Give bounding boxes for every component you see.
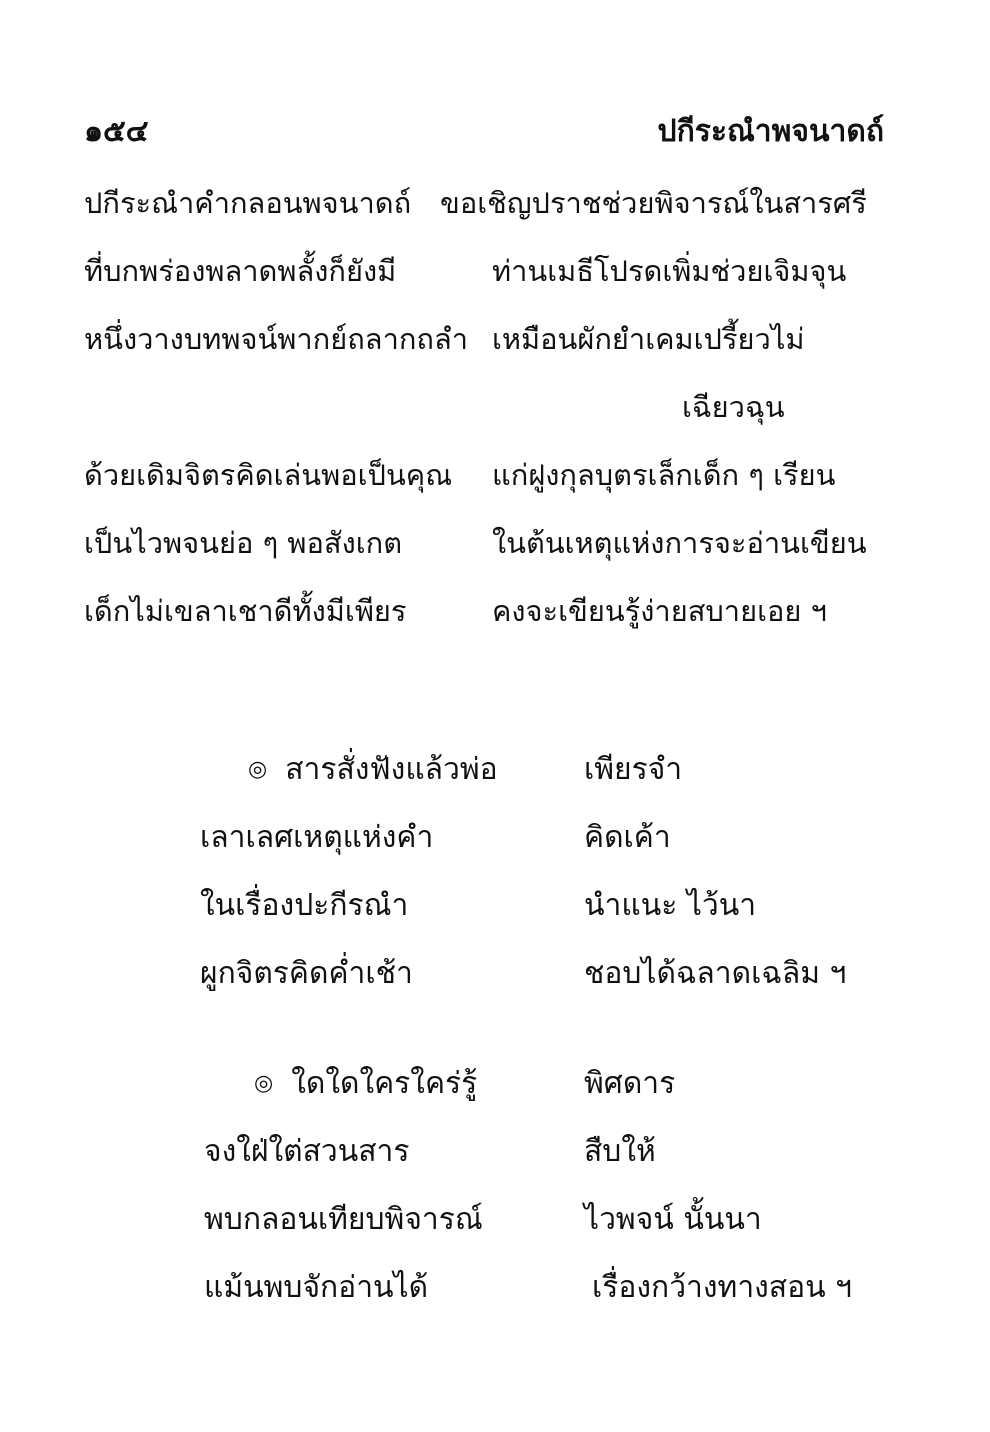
poem-line-second-half: ท่านเมธีโปรดเพิ่มช่วยเจิมจุน [492,254,847,288]
poem-line [84,520,884,588]
stanza-line-first-half: จงใฝ่ใต่สวนสาร [204,1134,410,1169]
stanza-line-first-half: พบกลอนเทียบพิจารณ์ [204,1202,483,1237]
stanza-line-second-half: เพียรจำ [584,752,683,787]
stanza-line [200,950,900,1018]
stanza-line [200,1264,900,1332]
stanza-line [200,1060,900,1128]
stanza-line-second-half: สืบให้ [584,1134,656,1169]
page-header [84,108,884,158]
poem-line-continuation [84,384,884,452]
stanza-line-first-half: ในเรื่องปะกีรณำ [200,888,409,923]
stanza-line [200,1128,900,1196]
stanza-line-first-half [248,746,498,793]
khlong-stanza-2 [200,1060,900,1332]
stanza-line-second-half: พิศดาร [584,1066,676,1101]
poem-line-continuation-text: เฉียวฉุน [682,390,785,424]
stanza-line-second-half: ไวพจน์ นั้นนา [584,1202,762,1237]
poem-line [84,248,884,316]
poem-line-second-half: ในต้นเหตุแห่งการจะอ่านเขียน [492,526,867,560]
poem-line [84,588,884,656]
poem-line-first-half: ที่บกพร่องพลาดพลั้งก็ยังมี [84,254,397,288]
poem-line-second-half: แก่ฝูงกุลบุตรเล็กเด็ก ๆ เรียน [492,458,836,492]
poem-line-first-half: หนึ่งวางบทพจน์พากย์ถลากถลำ [84,322,469,356]
stanza-line-text: ใดใดใครใคร่รู้ [291,1066,478,1101]
stanza-bullet-icon: ◎ [248,757,268,782]
poem-line-second-half: เหมือนผักยำเคมเปรี้ยวไม่ [492,322,805,356]
stanza-line-second-half: นำแนะ ไว้นา [584,888,757,923]
running-title: ปกีระณำพจนาดถ์ [657,114,884,149]
stanza-line [200,882,900,950]
poem-line-second-half: ขอเชิญปราชช่วยพิจารณ์ในสารศรี [440,186,867,220]
stanza-line-second-half: เรื่องกว้างทางสอน ฯ [592,1270,853,1305]
poem-line [84,452,884,520]
stanza-line [200,814,900,882]
stanza-line-second-half: คิดเค้า [584,820,671,855]
poem-line [84,180,884,248]
poem-line-second-half: คงจะเขียนรู้ง่ายสบายเอย ฯ [492,594,827,628]
stanza-line-first-half: ผูกจิตรคิดค่ำเช้า [200,956,413,991]
page-number: ๑๕๔ [84,114,149,149]
poem-line [84,316,884,384]
poem-line-first-half: เป็นไวพจนย่อ ๆ พอสังเกต [84,526,403,560]
stanza-line-second-half: ชอบได้ฉลาดเฉลิม ฯ [584,956,847,991]
stanza-line-first-half: เลาเลศเหตุแห่งคำ [200,820,434,855]
stanza-line [200,1196,900,1264]
stanza-line-first-half: แม้นพบจักอ่านได้ [204,1270,429,1305]
stanza-line [200,746,900,814]
poem-line-first-half: เด็กไม่เขลาเชาดีทั้งมีเพียร [84,594,407,628]
stanza-bullet-icon: ◎ [254,1071,274,1096]
stanza-line-first-half [254,1060,477,1107]
poem-line-first-half: ปกีระณำคำกลอนพจนาดถ์ [84,186,412,220]
stanza-line-text: สารสั่งฟังแล้วพ่อ [285,752,498,787]
khlong-stanza-1 [200,746,900,1018]
poem-line-first-half: ด้วยเดิมจิตรคิดเล่นพอเป็นคุณ [84,458,453,492]
klon-poem [84,180,884,656]
